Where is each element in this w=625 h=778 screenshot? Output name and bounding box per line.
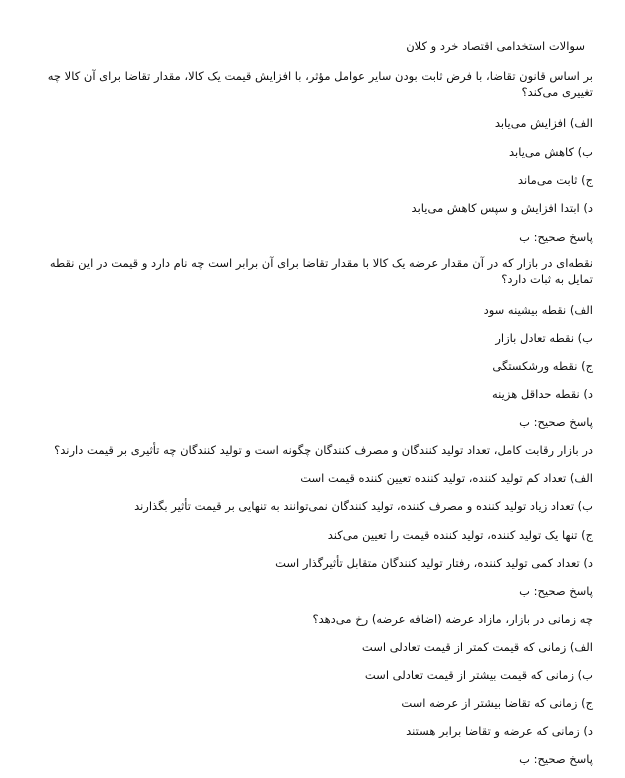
question-3-option-b: ب) تعداد زیاد تولید کننده و مصرف کننده، تولید کنندگان نمی‌توانند به تنهایی بر قیمت تأثیر بگذارند <box>134 499 593 513</box>
question-4-option-c: ج) زمانی که تقاضا بیشتر از عرضه است <box>401 696 593 710</box>
question-1-option-a: الف) افزایش می‌یابد <box>494 116 593 130</box>
question-1-text: بر اساس قانون تقاضا، با فرض ثابت بودن سایر عوامل مؤثر، با افزایش قیمت یک کالا، مقدار تقاضا برای آن کالا چه تغییری می‌کند؟ <box>47 69 593 99</box>
question-4-option-d: د) زمانی که عرضه و تقاضا برابر هستند <box>406 724 593 738</box>
question-3-option-a: الف) تعداد کم تولید کننده، تولید کننده تعیین کننده قیمت است <box>300 471 593 485</box>
document-page <box>30 0 593 778</box>
question-2-option-c: ج) نقطه ورشکستگی <box>492 359 593 373</box>
question-1-option-c: ج) ثابت می‌ماند <box>517 173 593 187</box>
question-1-option-b: ب) کاهش می‌یابد <box>508 145 593 159</box>
question-3-option-c: ج) تنها یک تولید کننده، تولید کننده قیمت را تعیین می‌کند <box>327 528 593 542</box>
question-1-answer: پاسخ صحیح: ب <box>519 230 593 244</box>
document-title: سوالات استخدامی اقتصاد خرد و کلان <box>406 39 585 53</box>
question-2-answer: پاسخ صحیح: ب <box>519 415 593 429</box>
question-2-text: نقطه‌ای در بازار که در آن مقدار عرضه یک کالا با مقدار تقاضا برای آن برابر است چه نام دارد و قیمت در این نقطه تمایل به ثبات دارد؟ <box>49 256 593 286</box>
question-4-option-b: ب) زمانی که قیمت بیشتر از قیمت تعادلی است <box>364 668 593 682</box>
question-3-answer: پاسخ صحیح: ب <box>519 584 593 598</box>
question-3-option-d: د) تعداد کمی تولید کننده، رفتار تولید کنندگان متقابل تأثیرگذار است <box>275 556 593 570</box>
question-4-text: چه زمانی در بازار، مازاد عرضه (اضافه عرضه) رخ می‌دهد؟ <box>312 612 593 626</box>
question-2-option-b: ب) نقطه تعادل بازار <box>495 331 593 345</box>
question-2-option-a: الف) نقطه بیشینه سود <box>483 303 593 317</box>
question-4-option-a: الف) زمانی که قیمت کمتر از قیمت تعادلی است <box>361 640 593 654</box>
question-4-answer: پاسخ صحیح: ب <box>519 752 593 766</box>
question-1-option-d: د) ابتدا افزایش و سپس کاهش می‌یابد <box>411 201 593 215</box>
question-3-text: در بازار رقابت کامل، تعداد تولید کنندگان و مصرف کنندگان چگونه است و تولید کنندگان چه تأثیری بر قیمت دارند؟ <box>54 443 593 457</box>
question-2-option-d: د) نقطه حداقل هزینه <box>492 387 593 401</box>
